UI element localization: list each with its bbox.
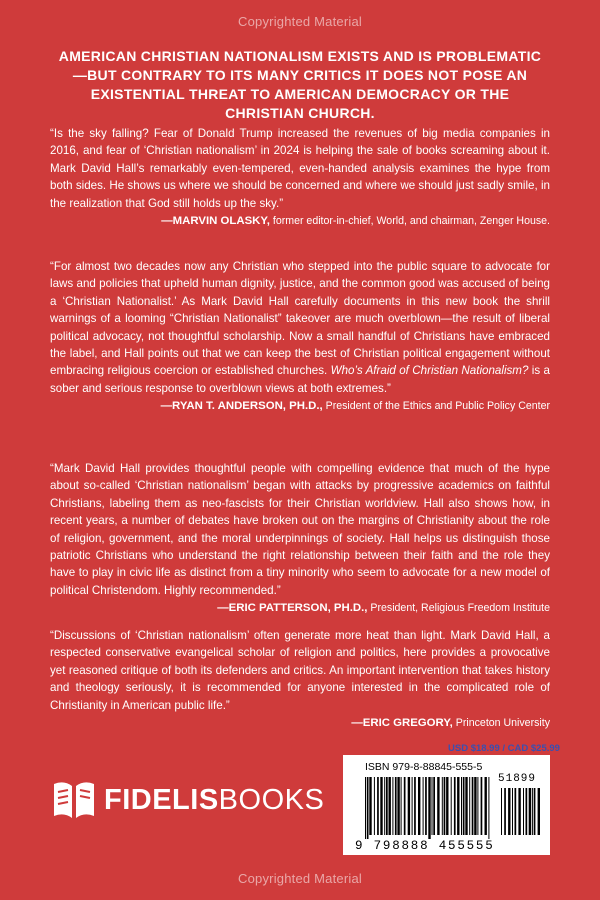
quote-author: —MARVIN OLASKY, <box>161 215 270 228</box>
quote-attribution <box>50 213 550 230</box>
barcode-addon <box>501 788 541 839</box>
quote-patterson <box>50 460 550 618</box>
quote-author: —RYAN T. ANDERSON, PH.D., <box>160 400 323 413</box>
quote-text-part: “For almost two decades now any Christian who stepped into the public square to advocate for laws and policies that upheld human dignity, justice, and the common good was accused of being a ‘Christian Nationalist.’ As Mark David Hall carefully documents in this new book the shrill warnings of a looming “Christian Nationalist” takeover are much overblown—the result of liberal political advocacy, not thoughtful scholarship. Now a small handful of Christians have embraced the label, and Hall points out that we can keep the best of Christian political engagement without embracing religious coercion or established churches. <box>50 260 550 378</box>
quote-attribution <box>50 398 550 415</box>
barcode-panel <box>343 755 550 855</box>
publisher-name-light: BOOKS <box>218 783 325 816</box>
barcode-main <box>365 777 491 839</box>
publisher-name-bold: FIDELIS <box>104 783 219 816</box>
quote-affiliation: Princeton University <box>455 717 550 730</box>
quote-author: —ERIC GREGORY, <box>351 717 453 730</box>
open-book-icon <box>52 778 96 822</box>
watermark-top: Copyrighted Material <box>238 14 362 29</box>
quote-anderson <box>50 258 550 416</box>
price: USD $18.99 / CAD $25.99 <box>448 743 560 754</box>
quote-olasky <box>50 125 550 230</box>
quote-affiliation: former editor-in-chief, World, and chairman, Zenger House. <box>272 215 550 228</box>
quote-text: “Is the sky falling? Fear of Donald Trump increased the revenues of big media companies in 2016, and fear of ‘Christian nationalism’ in 2024 is helping the sale of books screaming about it. Mark David Hall’s remarkably even-tempered, even-handed analysis examines the hype from both sides. He shows us where we should be concerned and where we should just sadly smile, in the realization that God still holds up the sky.” <box>50 127 550 210</box>
quote-attribution <box>50 715 550 732</box>
quote-affiliation: President of the Ethics and Public Policy Center <box>325 400 550 413</box>
quote-attribution <box>50 600 550 617</box>
headline: AMERICAN CHRISTIAN NATIONALISM EXISTS AND IS PROBLEMATIC—BUT CONTRARY TO ITS MANY CRITICS IT DOES NOT POSE AN EXISTENTIAL THREAT TO AMERICAN DEMOCRACY OR THE CHRISTIAN CHURCH. <box>58 48 542 121</box>
barcode-addon-number: 51899 <box>498 773 537 785</box>
quote-text: “Mark David Hall provides thoughtful people with compelling evidence that much of the hype about so-called ‘Christian nationalism’ began with attacks by progressive academics on faithful Christians, labeling them as neo-fascists for their Christian worldview. Hall also shows how, in recent years, a number of debates have broken out on the margins of Christianity about the role of religion, government, and the moral underpinnings of society. Hall helps us distinguish those patriotic Christians who understand the right relationship between their faith and the role they have to play in civic life as distinct from a tiny minority who seem to advocate for a new model of political Christendom. Highly recommended.” <box>50 462 550 597</box>
quote-author: —ERIC PATTERSON, PH.D., <box>217 602 368 615</box>
publisher-name <box>104 784 324 817</box>
barcode-digits: 9 798888 455555 <box>355 839 495 853</box>
publisher-logo <box>52 778 324 822</box>
quote-text: “Discussions of ‘Christian nationalism’ often generate more heat than light. Mark David Hall, a respected conservative evangelical scholar of religion and politics, here provides a provocative yet reasoned critique of both its defenders and critics. An important intervention that takes history and theology seriously, it is recommended for anyone interested in the complicated role of Christianity in American public life.” <box>50 629 550 712</box>
quote-text <box>50 258 550 397</box>
book-title-italic: Who’s Afraid of Christian Nationalism? <box>330 364 529 378</box>
quote-affiliation: President, Religious Freedom Institute <box>370 602 550 615</box>
isbn-label: ISBN 979-8-88845-555-5 <box>365 761 483 773</box>
quote-text-part: is a sober and serious response to overblown views at both extremes.” <box>50 364 550 395</box>
quote-gregory <box>50 627 550 732</box>
watermark-bottom: Copyrighted Material <box>238 871 362 886</box>
